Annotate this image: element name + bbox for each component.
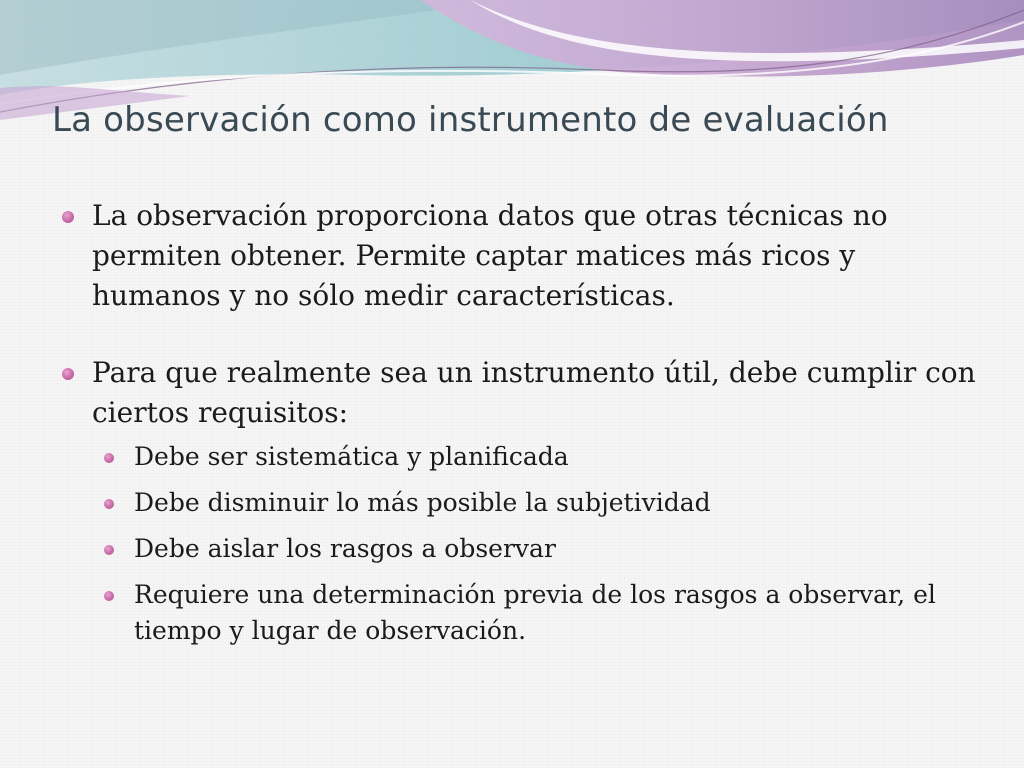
bullet-text: La observación proporciona datos que otras técnicas no permiten obtener. Permite captar matices más ricos y humanos y no sólo medir características. [92,199,888,312]
sub-bullet-text: Debe ser sistemática y planificada [134,442,569,471]
slide-title: La observación como instrumento de evaluación [52,100,889,140]
sub-bullet-item [102,485,982,521]
sub-bullet-item [102,577,982,649]
bullet-item [62,196,982,316]
sub-bullet-text: Debe aislar los rasgos a observar [134,534,556,563]
sub-bullet-dot-icon [104,591,114,601]
bullet-item [62,353,982,433]
sub-bullet-item [102,439,982,475]
sub-bullet-item [102,531,982,567]
bullet-dot-icon [62,211,74,223]
bullet-dot-icon [62,368,74,380]
sub-bullet-dot-icon [104,453,114,463]
bullet-text: Para que realmente sea un instrumento útil, debe cumplir con ciertos requisitos: [92,356,976,429]
sub-bullet-list [102,439,982,649]
sub-bullet-dot-icon [104,499,114,509]
sub-bullet-text: Requiere una determinación previa de los rasgos a observar, el tiempo y lugar de observación. [134,580,936,645]
slide-content [62,196,982,649]
sub-bullet-dot-icon [104,545,114,555]
sub-bullet-text: Debe disminuir lo más posible la subjetividad [134,488,711,517]
